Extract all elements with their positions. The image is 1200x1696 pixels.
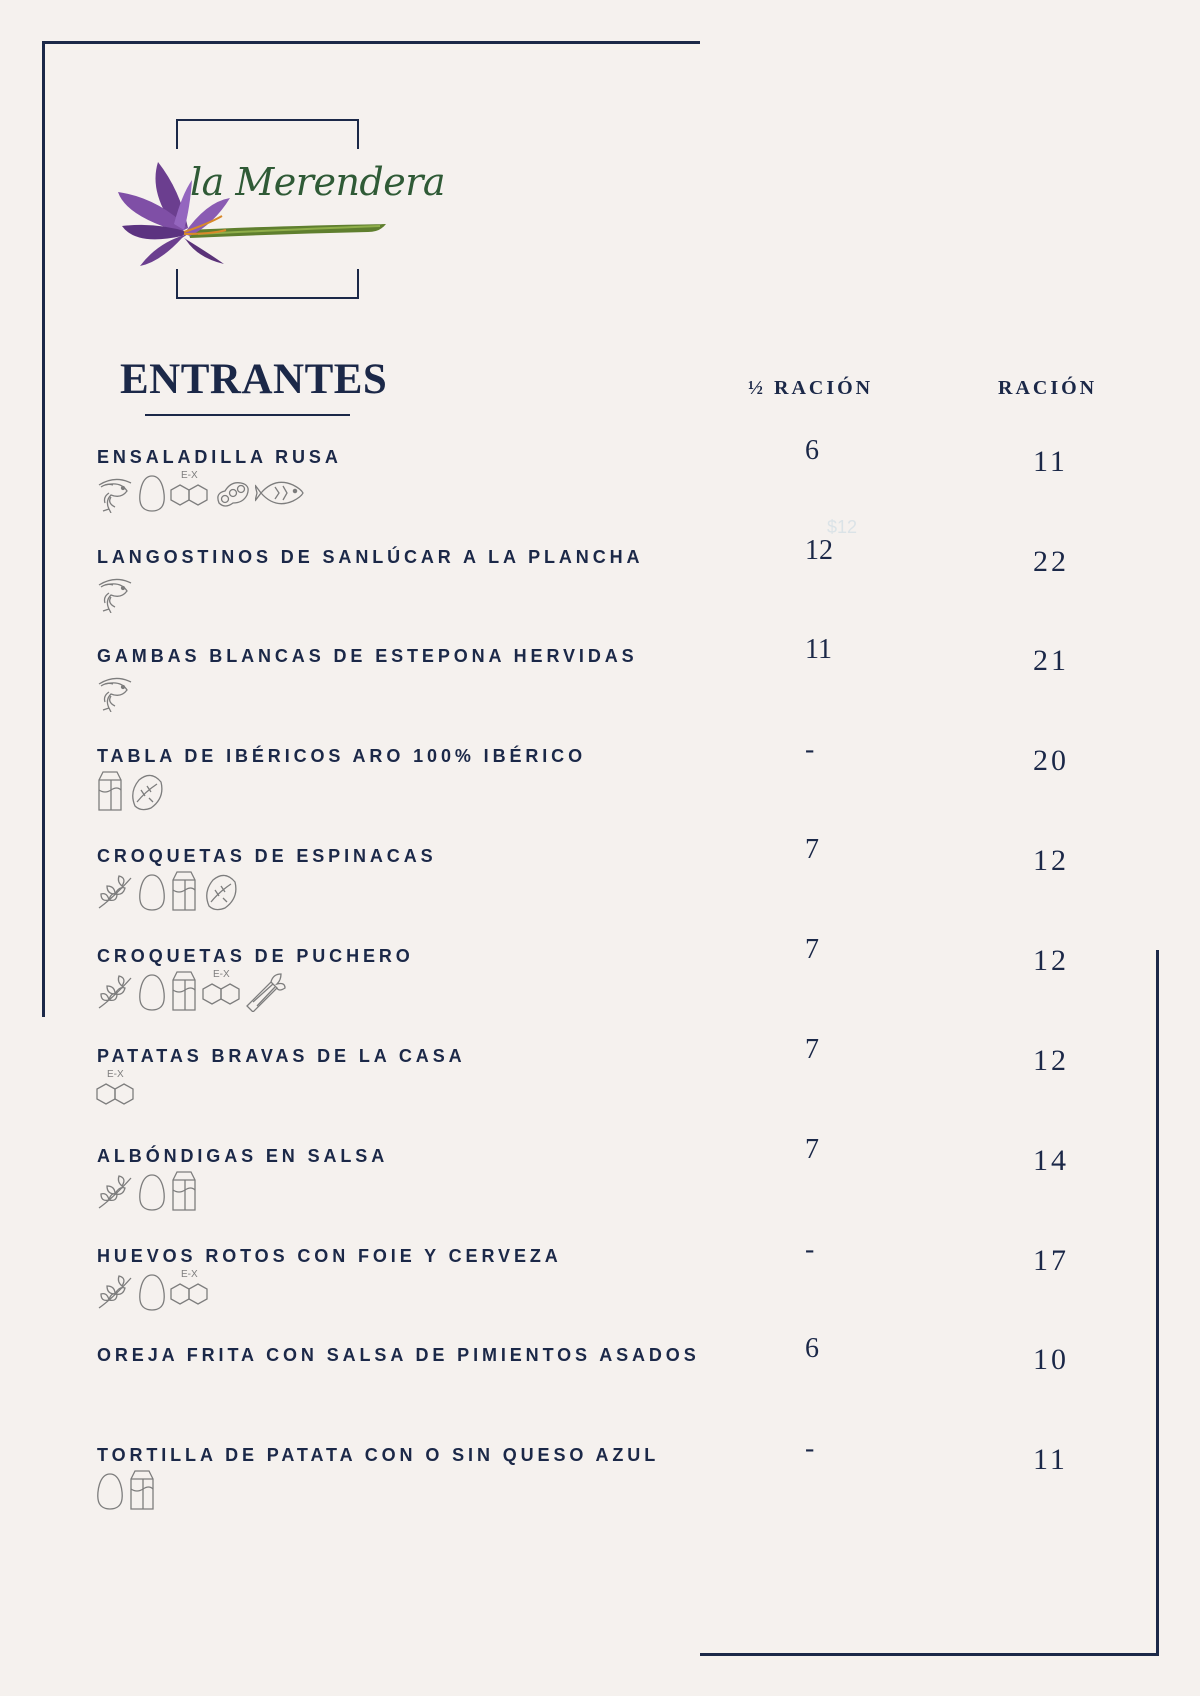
frame-top-left-vertical	[42, 41, 45, 1017]
milk-icon	[169, 970, 199, 1012]
menu-item-name: GAMBAS BLANCAS DE ESTEPONA HERVIDAS	[97, 646, 638, 666]
menu-item-name: ALBÓNDIGAS EN SALSA	[97, 1146, 389, 1166]
allergen-icons	[95, 470, 307, 513]
egg-icon	[137, 872, 167, 912]
menu-item	[97, 1234, 1137, 1336]
title-underline	[145, 414, 350, 416]
menu-item	[97, 634, 1137, 736]
nuts-icon	[201, 872, 239, 912]
menu-item-name: LANGOSTINOS DE SANLÚCAR A LA PLANCHA	[97, 547, 644, 567]
frame-top-left-horizontal	[42, 41, 700, 44]
full-portion-price: 22	[1033, 545, 1069, 578]
soy-icon	[213, 473, 253, 513]
svg-text:E-X: E-X	[181, 470, 198, 481]
section-title: ENTRANTES	[120, 356, 388, 403]
half-portion-price: 7	[805, 1034, 819, 1065]
full-portion-price: 12	[1033, 844, 1069, 877]
sulphites-icon	[201, 968, 243, 1012]
menu-item-name: OREJA FRITA CON SALSA DE PIMIENTOS ASADOS	[97, 1345, 700, 1365]
menu-item-name: CROQUETAS DE ESPINACAS	[97, 846, 437, 866]
half-portion-price: 7	[805, 834, 819, 865]
menu-item-name: CROQUETAS DE PUCHERO	[97, 946, 414, 966]
sulphites-icon	[169, 469, 211, 513]
gluten-icon	[95, 1272, 135, 1312]
allergen-icons	[95, 772, 165, 812]
full-portion-price: 20	[1033, 744, 1069, 777]
menu-item-name: HUEVOS ROTOS CON FOIE Y CERVEZA	[97, 1246, 562, 1266]
allergen-icons	[95, 969, 287, 1012]
gluten-icon	[95, 972, 135, 1012]
gluten-icon	[95, 872, 135, 912]
egg-icon	[95, 1471, 125, 1511]
full-portion-price: 17	[1033, 1244, 1069, 1277]
half-portion-price: -	[805, 734, 815, 765]
milk-icon	[95, 770, 125, 812]
svg-text:E-X: E-X	[181, 1269, 198, 1280]
egg-icon	[137, 1272, 167, 1312]
celery-icon	[245, 972, 287, 1012]
milk-icon	[169, 1170, 199, 1212]
allergen-icons	[95, 1269, 211, 1312]
half-portion-price: -	[805, 1433, 815, 1464]
svg-text:E-X: E-X	[107, 1069, 124, 1080]
half-portion-price: 6	[805, 435, 819, 466]
logo-frame-top	[176, 119, 359, 149]
shrimp-icon	[95, 473, 135, 513]
full-portion-price: 12	[1033, 1044, 1069, 1077]
allergen-icons	[95, 573, 135, 613]
allergen-icons	[95, 1069, 137, 1112]
menu-item	[97, 1034, 1137, 1136]
sulphites-icon	[95, 1068, 137, 1112]
column-header-full-portion: RACIÓN	[998, 377, 1098, 399]
menu-item	[97, 535, 1137, 637]
frame-bottom-right-horizontal	[700, 1653, 1159, 1656]
frame-bottom-right-vertical	[1156, 950, 1159, 1656]
allergen-icons	[95, 872, 239, 912]
half-portion-price: 12	[805, 535, 833, 566]
full-portion-price: 11	[1033, 445, 1068, 478]
menu-item	[97, 734, 1137, 836]
menu-item-name: TABLA DE IBÉRICOS ARO 100% IBÉRICO	[97, 746, 586, 766]
menu-item-name: ENSALADILLA RUSA	[97, 447, 342, 467]
allergen-icons	[95, 1172, 199, 1212]
menu-item	[97, 834, 1137, 936]
allergen-icons	[95, 672, 135, 712]
full-portion-price: 11	[1033, 1443, 1068, 1476]
half-portion-price: 7	[805, 934, 819, 965]
egg-icon	[137, 1172, 167, 1212]
gluten-icon	[95, 1172, 135, 1212]
menu-item	[97, 1433, 1137, 1535]
egg-icon	[137, 972, 167, 1012]
full-portion-price: 14	[1033, 1144, 1069, 1177]
column-header-half-portion: ½ RACIÓN	[748, 377, 874, 399]
menu-item	[97, 1333, 1137, 1435]
logo-wordmark: la Merendera	[190, 160, 446, 204]
sulphites-icon	[169, 1268, 211, 1312]
half-portion-price: 6	[805, 1333, 819, 1364]
shrimp-icon	[95, 672, 135, 712]
svg-text:E-X: E-X	[213, 969, 230, 980]
menu-item-name: TORTILLA DE PATATA CON O SIN QUESO AZUL	[97, 1445, 660, 1465]
nuts-icon	[127, 772, 165, 812]
half-portion-price: 7	[805, 1134, 819, 1165]
full-portion-price: 21	[1033, 644, 1069, 677]
full-portion-price: 10	[1033, 1343, 1069, 1376]
menu-item	[97, 1134, 1137, 1236]
milk-icon	[127, 1469, 157, 1511]
egg-icon	[137, 473, 167, 513]
menu-item	[97, 435, 1137, 537]
milk-icon	[169, 870, 199, 912]
shrimp-icon	[95, 573, 135, 613]
menu-item	[97, 934, 1137, 1036]
menu-item-name: PATATAS BRAVAS DE LA CASA	[97, 1046, 466, 1066]
half-portion-price: 11	[805, 634, 832, 665]
half-portion-price: -	[805, 1234, 815, 1265]
logo-frame-bottom	[176, 269, 359, 299]
fish-icon	[255, 473, 307, 513]
allergen-icons	[95, 1471, 157, 1511]
full-portion-price: 12	[1033, 944, 1069, 977]
faint-price-mark: $12	[827, 517, 858, 537]
